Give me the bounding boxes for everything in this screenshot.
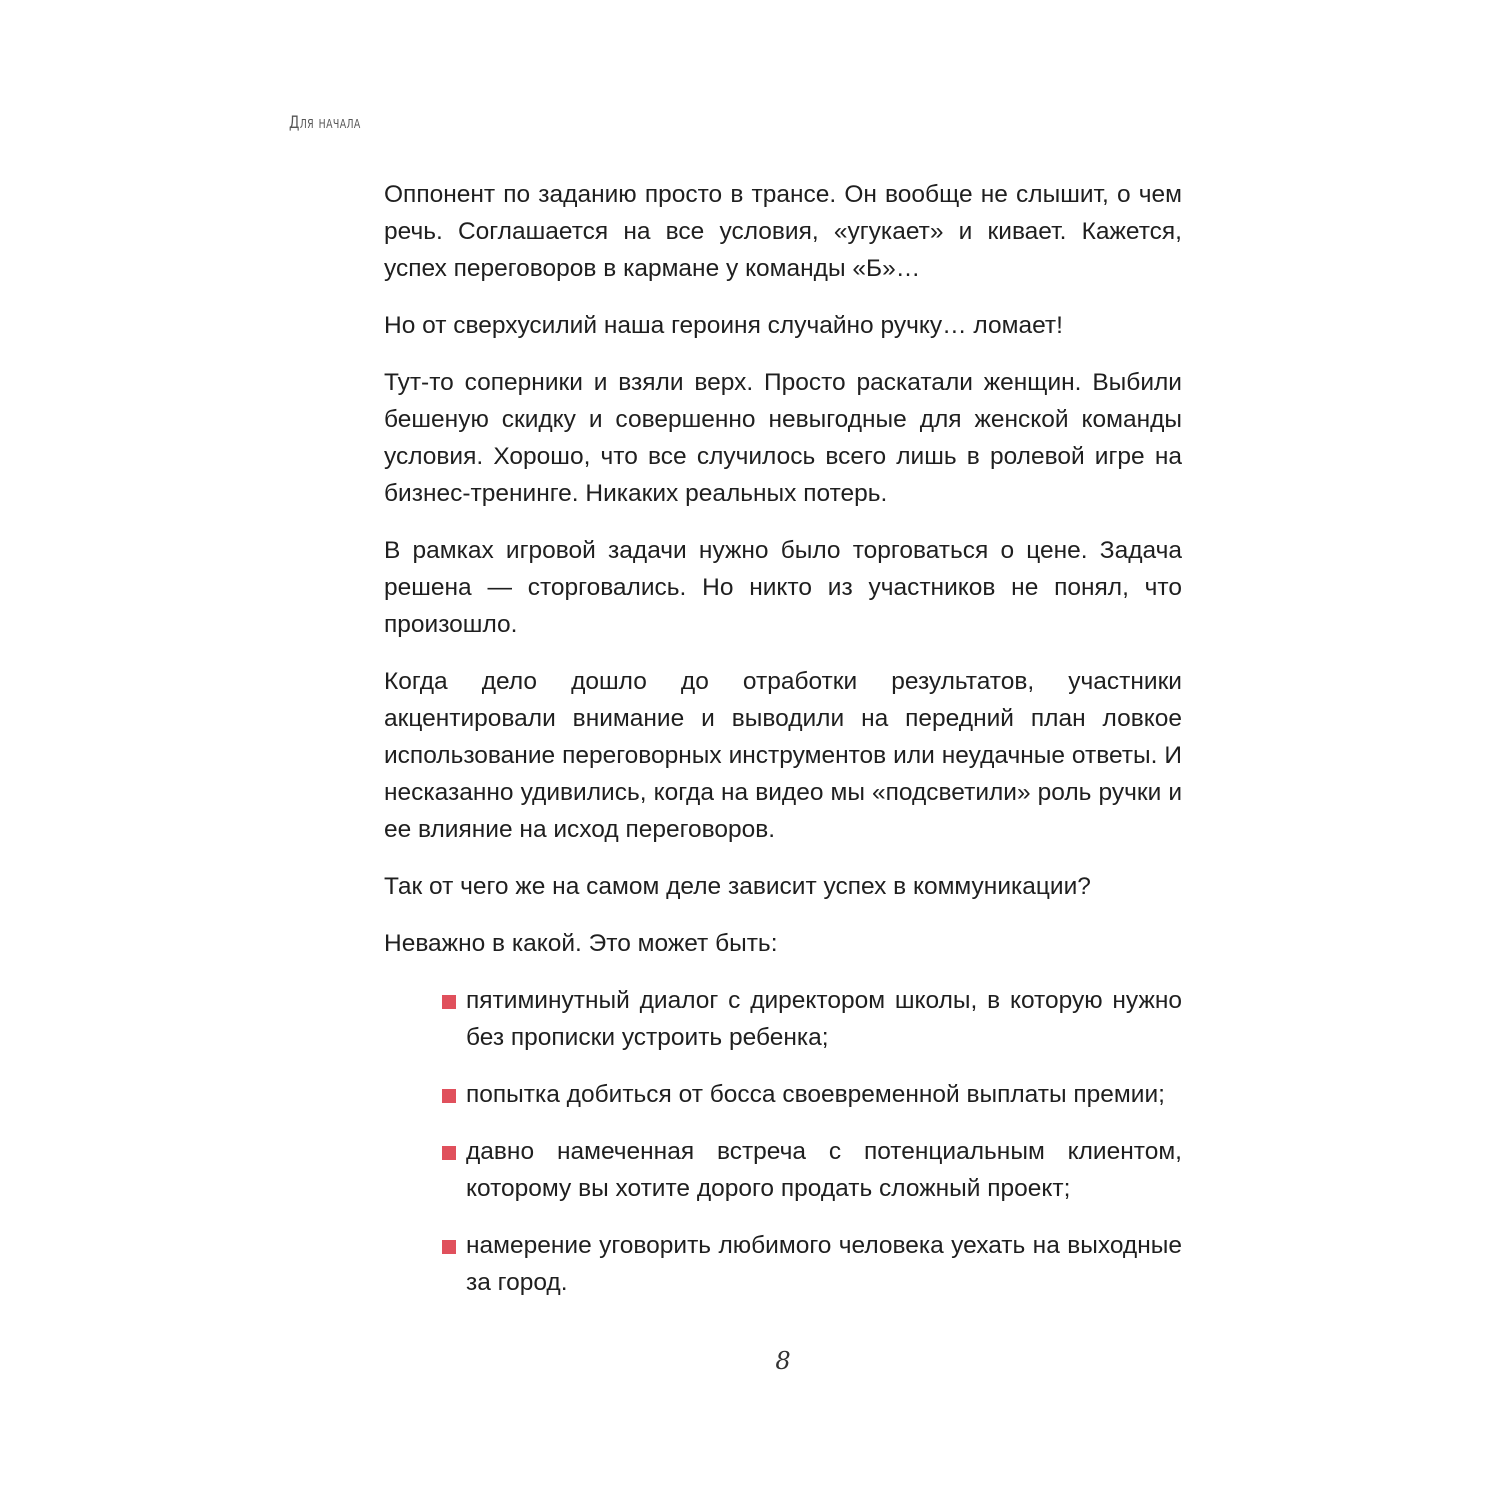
bullet-item — [384, 1076, 1182, 1113]
paragraph: Когда дело дошло до отработки результатов, участники акцентировали внимание и выводили на передний план ловкое использование переговорных инструментов или неудачные ответы. И несказанно удивились, когда на видео мы «подсветили» роль ручки и ее влияние на исход переговоров. — [384, 668, 1182, 843]
paragraph: В рамках игровой задачи нужно было торговаться о цене. Задача решена — сторговались. Но никто из участников не понял, что произошло. — [384, 537, 1182, 638]
bullet-list — [384, 982, 1182, 1301]
paragraph: Неважно в какой. Это может быть: — [384, 930, 778, 957]
running-head: Для начала — [289, 113, 361, 133]
bullet-item — [384, 982, 1182, 1056]
square-bullet-icon — [442, 995, 456, 1009]
bullet-item — [384, 1227, 1182, 1301]
bullet-text: попытка добиться от босса своевременной выплаты премии; — [466, 1081, 1165, 1108]
bullet-item — [384, 1133, 1182, 1207]
paragraph: Так от чего же на самом деле зависит успех в коммуникации? — [384, 873, 1091, 900]
body-text — [384, 176, 1182, 1321]
square-bullet-icon — [442, 1240, 456, 1254]
bullet-text: давно намеченная встреча с потенциальным клиентом, которому вы хотите дорого продать сложный проект; — [466, 1138, 1182, 1202]
bullet-text: пятиминутный диалог с директором школы, в которую нужно без прописки устроить ребенка; — [466, 987, 1182, 1051]
square-bullet-icon — [442, 1146, 456, 1160]
page-number: 8 — [775, 1347, 791, 1375]
paragraph: Но от сверхусилий наша героиня случайно ручку… ломает! — [384, 312, 1063, 339]
paragraph: Тут-то соперники и взяли верх. Просто раскатали женщин. Выбили бешеную скидку и совершенно невыгодные для женской команды условия. Хорошо, что все случилось всего лишь в ролевой игре на бизнес-тренинге. Никаких реальных потерь. — [384, 369, 1182, 507]
paragraph: Оппонент по заданию просто в трансе. Он вообще не слышит, о чем речь. Соглашается на все условия, «угукает» и кивает. Кажется, успех переговоров в кармане у команды «Б»… — [384, 181, 1182, 282]
bullet-text: намерение уговорить любимого человека уехать на выходные за город. — [466, 1232, 1182, 1296]
square-bullet-icon — [442, 1089, 456, 1103]
